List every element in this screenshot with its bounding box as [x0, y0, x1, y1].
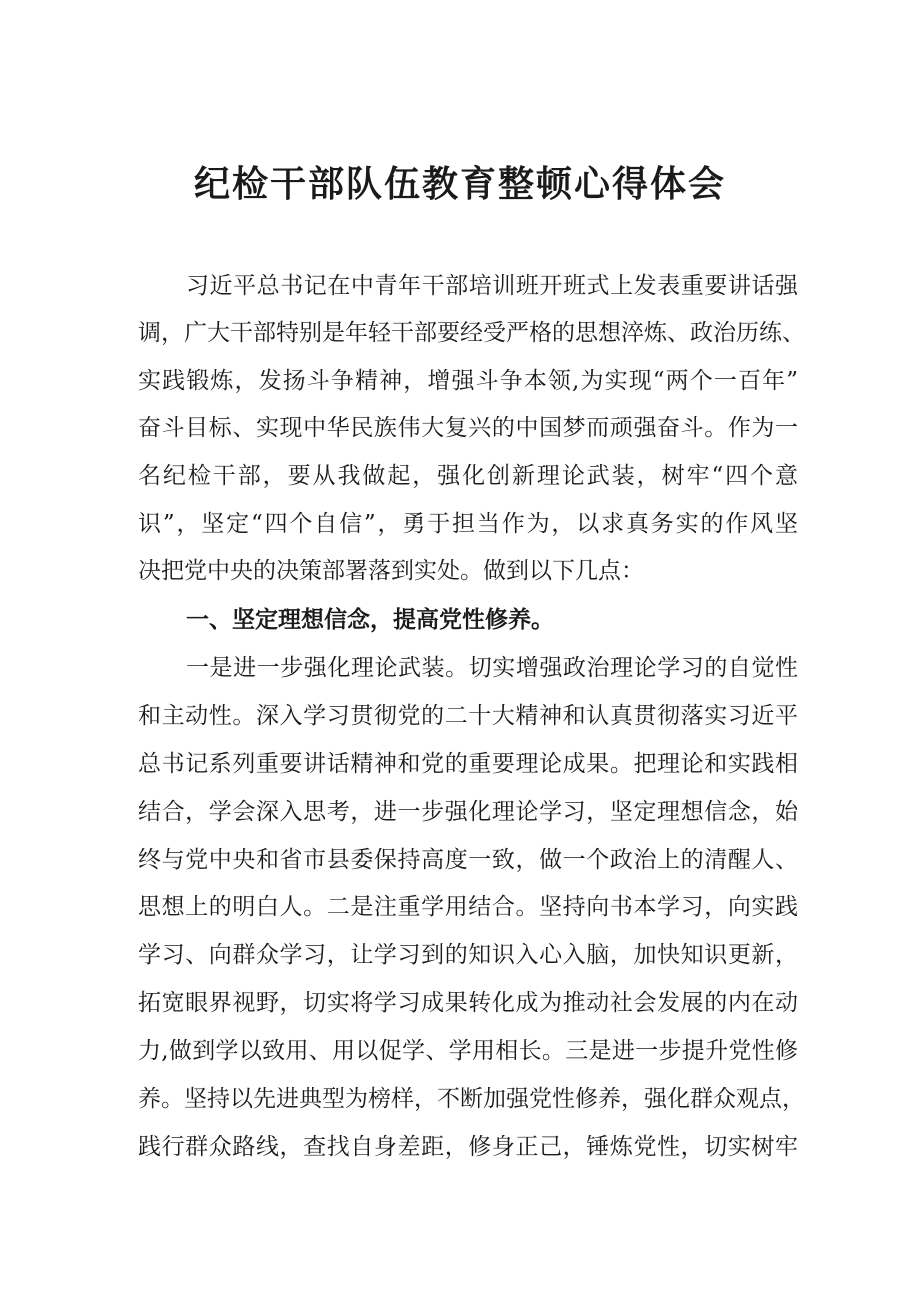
body-line: 思想上的明白人。二是注重学用结合。坚持向书本学习，向实践 — [138, 894, 798, 920]
section-heading: 一、坚定理想信念，提高党性修养。 — [186, 607, 554, 633]
intro-line: 决把党中央的决策部署落到实处。做到以下几点： — [138, 558, 644, 584]
body-line: 拓宽眼界视野，切实将学习成果转化成为推动社会发展的内在动 — [138, 990, 798, 1016]
document-title: 纪检干部队伍教育整顿心得体会 — [193, 164, 726, 205]
intro-line: 识”，坚定“四个自信”，勇于担当作为，以求真务实的作风坚 — [138, 511, 798, 537]
body-line: 养。坚持以先进典型为榜样，不断加强党性修养，强化群众观点， — [138, 1086, 805, 1112]
intro-line: 奋斗目标、实现中华民族伟大复兴的中国梦而顽强奋斗。作为一 — [138, 415, 798, 441]
body-line: 终与党中央和省市县委保持高度一致，做一个政治上的清醒人、 — [138, 847, 798, 873]
intro-line: 名纪检干部，要从我做起，强化创新理论武装，树牢“四个意 — [138, 463, 798, 489]
body-line: 结合，学会深入思考，进一步强化理论学习，坚定理想信念，始 — [138, 799, 798, 825]
body-line: 践行群众路线，查找自身差距，修身正己，锤炼党性，切实树牢 — [138, 1134, 798, 1160]
intro-line: 调，广大干部特别是年轻干部要经受严格的思想淬炼、政治历练、 — [138, 320, 805, 346]
body-line: 学习、向群众学习，让学习到的知识入心入脑，加快知识更新， — [138, 942, 798, 968]
intro-line: 实践锻炼，发扬斗争精神，增强斗争本领,为实现“两个一百年” — [138, 368, 798, 394]
body-line: 力,做到学以致用、用以促学、学用相长。三是进一步提升党性修 — [138, 1038, 798, 1064]
intro-line: 习近平总书记在中青年干部培训班开班式上发表重要讲话强 — [186, 273, 798, 299]
body-line: 一是进一步强化理论武装。切实增强政治理论学习的自觉性 — [186, 655, 798, 681]
body-line: 和主动性。深入学习贯彻党的二十大精神和认真贯彻落实习近平 — [138, 703, 798, 729]
body-line: 总书记系列重要讲话精神和党的重要理论成果。把理论和实践相 — [138, 751, 798, 777]
